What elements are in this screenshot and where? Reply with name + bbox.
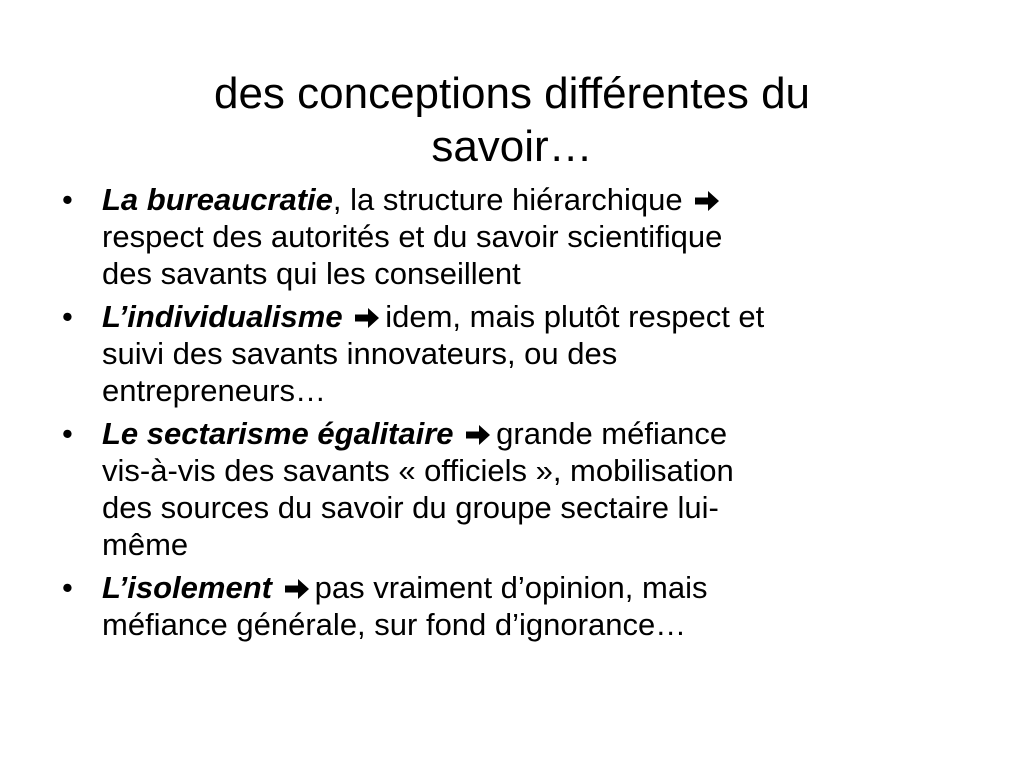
bullet-line: même: [102, 527, 189, 562]
bullet-item-isolement: [56, 569, 976, 643]
bullet-text: pas vraiment d’opinion, mais: [314, 570, 708, 605]
right-arrow-icon: [464, 423, 492, 447]
bullet-line: méfiance générale, sur fond d’ignorance…: [102, 607, 687, 642]
right-arrow-icon: [283, 577, 311, 601]
bullet-term: La bureaucratie: [102, 182, 333, 217]
bullet-line: [102, 181, 976, 218]
bullet-dot: •: [62, 416, 73, 451]
bullet-text: , la structure hiérarchique: [332, 182, 683, 217]
bullet-term: L’individualisme: [102, 299, 343, 334]
right-arrow-icon: [693, 189, 721, 213]
bullet-line: entrepreneurs…: [102, 373, 327, 408]
bullet-text: idem, mais plutôt respect et: [385, 299, 765, 334]
bullet-line: suivi des savants innovateurs, ou des: [102, 336, 618, 371]
bullet-line: [102, 415, 976, 452]
bullet-line: des sources du savoir du groupe sectaire lui-: [102, 490, 719, 525]
bullet-text: grande méfiance: [496, 416, 728, 451]
bullet-line: des savants qui les conseillent: [102, 256, 521, 291]
bullet-dot: •: [62, 299, 73, 334]
slide-title-line: savoir…: [431, 122, 593, 172]
bullet-item-individualisme: [56, 298, 976, 409]
bullet-term: Le sectarisme égalitaire: [102, 416, 454, 451]
bullet-term: L’isolement: [102, 570, 272, 605]
bullet-dot: •: [62, 182, 73, 217]
bullet-list: [56, 181, 976, 649]
bullet-line: vis-à-vis des savants « officiels », mobilisation: [102, 453, 734, 488]
bullet-item-bureaucratie: [56, 181, 976, 292]
bullet-line: respect des autorités et du savoir scientifique: [102, 219, 723, 254]
bullet-dot: •: [62, 570, 73, 605]
right-arrow-icon: [353, 306, 381, 330]
slide-title: [100, 67, 924, 173]
bullet-line: [102, 298, 976, 335]
slide-title-line: des conceptions différentes du: [213, 69, 811, 119]
bullet-item-sectarisme: [56, 415, 976, 563]
bullet-line: [102, 569, 976, 606]
